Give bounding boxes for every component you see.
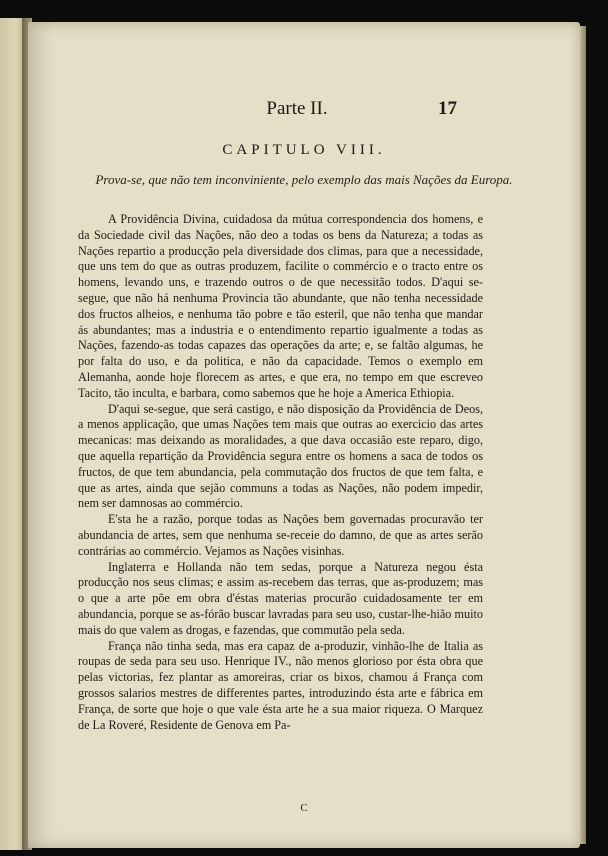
page-fore-edge [580,26,586,844]
signature-mark: C [300,802,308,814]
body-text [78,212,483,733]
book-page [28,22,580,848]
paragraph: E'sta he a razão, porque todas as Nações bem governadas procuravão ter abundancia de artes, sem que nenhuma se-receie do damno, de que as artes serão contrárias ao commércio. Vejamos as Nações visinhas. [78,512,483,558]
page-header [28,98,580,132]
running-head: Parte II. [266,98,328,119]
paragraph: França não tinha seda, mas era capaz de a-produzir, vinhão-lhe de Italia as roupas de seda para seu uso. Henrique IV., não menos glorioso por ésta obra que pelas victorias, fez plantar as amoreiras, criar os bixos, chamou á França com grossos salarios mestres de differentes partes, introduzindo ésta arte e fábrica em França, de sorte que hoje o que vale ésta arte he a sua maior riqueza. O Marquez de La Roveré, Residente de Genova em Pa- [78,638,483,732]
paragraph: D'aqui se-segue, que será castigo, e não disposição da Providência de Deos, a menos applicação, que umas Nações tem mais que outras ao exercicio das artes mecanicas: mas deixando as moralidades, a que dava occasião este reparo, digo, que aquella repartição da Providência segura entre os homens a saca de todos os fructos, de que tem abundancia, pela commutação dos fructos de que tem falta, e que as artes, ainda que sejão communs a todas as Nações, não podem impedir, nem ser damnosas ao commércio. [78,401,483,511]
paragraph: Inglaterra e Hollanda não tem sedas, porque a Natureza negou ésta producção nos seus climas; e assim as-recebem das terras, que as-produzem; mas o que a arte põe em obra d'éstas materias procurão cuidadosamente ter em abundancia, porque se as-fórão buscar lavradas para seu uso, custar-lhe-hião muito mais do que valem as drogas, e fazendas, que commutão pela seda. [78,559,483,637]
chapter-title: CAPITULO VIII. [222,142,386,158]
chapter-subtitle: Prova-se, que não tem inconviniente, pelo exemplo das mais Nações da Europa. [95,172,513,187]
paragraph: A Providência Divina, cuidadosa da mútua correspondencia dos homens, e da Sociedade civil das Nações, não deo a todas os bens da Natureza; a todas as Nações repartio a producção pela diversidade dos climas, para que a necessidade, que uns tem do que as outras produzem, facilite o commércio e o tracto entre os homens, levando uns, e trazendo outros o de que necessitão todos. D'aqui se-segue, que não há nenhuma Provincia tão abundante, que não tenha necessidade dos fructos alheios, e nenhuma tão pobre e tão esteril, que não tenha que mandar ás abundantes; mas a industria e o entendimento repartio igualmente a todas as Nações, fazendo-as todas capazes das operações da arte; e, se faltão algumas, he por falta do uso, e da politica, e não da capacidade. Temos o exemplo em Alemanha, aonde hoje florecem as artes, e que era, no tempo em que escreveo Tacito, tão inculta, e barbara, como sabemos que he hoje a America Ethiopia. [78,212,483,400]
page-number: 17 [438,98,457,119]
